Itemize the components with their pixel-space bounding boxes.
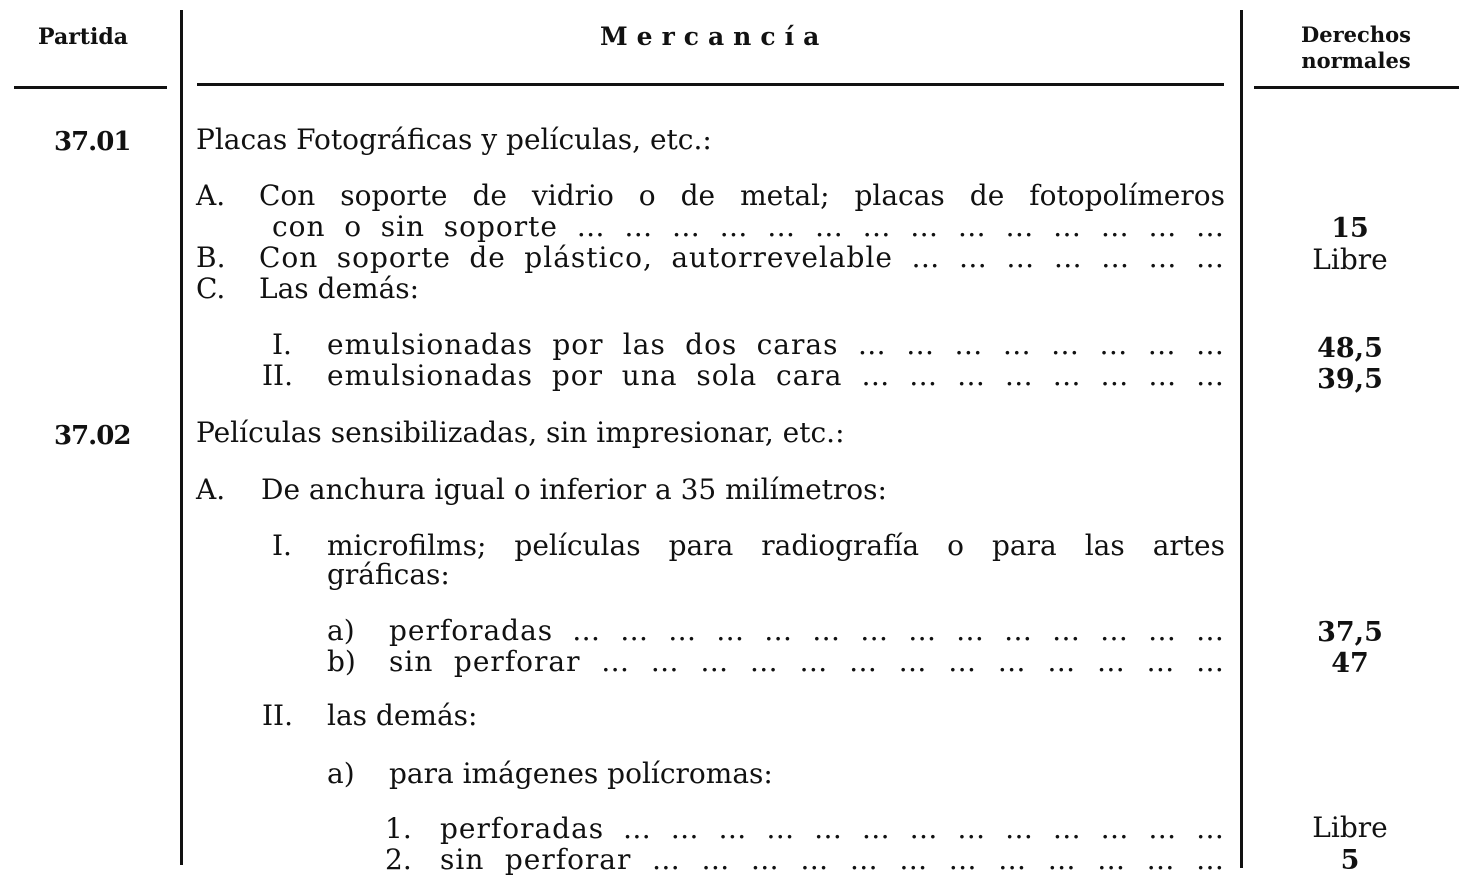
duty-value: 47 [1331, 648, 1369, 679]
item-text: sin perforar … … … … … … … … … … … … … [389, 645, 1225, 678]
item-text: perforadas … … … … … … … … … … … … … [440, 812, 1225, 845]
header-derechos-line1: Derechos [1301, 22, 1411, 47]
header-derechos [1268, 22, 1444, 74]
item-text: sin perforar … … … … … … … … … … … … [440, 843, 1225, 876]
partida-code: 37.01 [54, 127, 131, 157]
partida-code: 37.02 [54, 421, 131, 451]
item-text: Con soporte de plástico, autorrevelable … … … … … … … [259, 241, 1225, 274]
item-text: De anchura igual o inferior a 35 milímetros: [261, 473, 887, 506]
partida-title: Placas Fotográficas y películas, etc.: [196, 123, 712, 156]
item-label: II. [262, 699, 294, 732]
duty-value: 48,5 [1317, 333, 1383, 364]
item-text-line2: gráficas: [327, 558, 450, 591]
item-label: I. [272, 328, 292, 361]
duty-value: Libre [1312, 243, 1388, 276]
item-label: A. [196, 179, 226, 212]
duty-value: Libre [1312, 811, 1388, 844]
item-label: II. [262, 359, 294, 392]
item-text-line1: microfilms; películas para radiografía o para las artes [327, 529, 1225, 562]
item-label: a) [327, 614, 355, 647]
item-label: A. [196, 473, 226, 506]
duty-value: 37,5 [1317, 617, 1383, 648]
item-label: 1. [385, 812, 412, 845]
item-text-line1: Con soporte de vidrio o de metal; placas de fotopolímeros [259, 179, 1225, 212]
header-rule-mercancia [197, 83, 1224, 86]
item-label: a) [327, 757, 355, 790]
left-column-rule [180, 10, 183, 865]
duty-value: 15 [1331, 213, 1369, 244]
item-text: emulsionadas por las dos caras … … … … … … … … [327, 328, 1225, 361]
item-text-line2: con o sin soporte … … … … … … … … … … … … … … [272, 210, 1225, 243]
item-label: I. [272, 529, 292, 562]
header-rule-partida [14, 86, 167, 89]
duty-value: 39,5 [1317, 364, 1383, 395]
item-label: 2. [385, 843, 412, 876]
item-text: las demás: [327, 699, 478, 732]
item-label: B. [196, 241, 226, 274]
right-column-rule [1240, 10, 1243, 868]
item-text: perforadas … … … … … … … … … … … … … … [389, 614, 1225, 647]
header-mercancia: Mercancía [600, 22, 829, 51]
duty-value: 5 [1340, 845, 1360, 876]
header-rule-derechos [1254, 86, 1459, 89]
header-partida: Partida [38, 24, 128, 50]
partida-title: Películas sensibilizadas, sin impresionar, etc.: [196, 416, 845, 449]
item-label: C. [196, 272, 226, 305]
item-label: b) [327, 645, 356, 678]
item-text: emulsionadas por una sola cara … … … … … … … … [327, 359, 1225, 392]
item-text: Las demás: [259, 272, 420, 305]
item-text: para imágenes polícromas: [389, 757, 773, 790]
header-derechos-line2: normales [1301, 48, 1411, 73]
